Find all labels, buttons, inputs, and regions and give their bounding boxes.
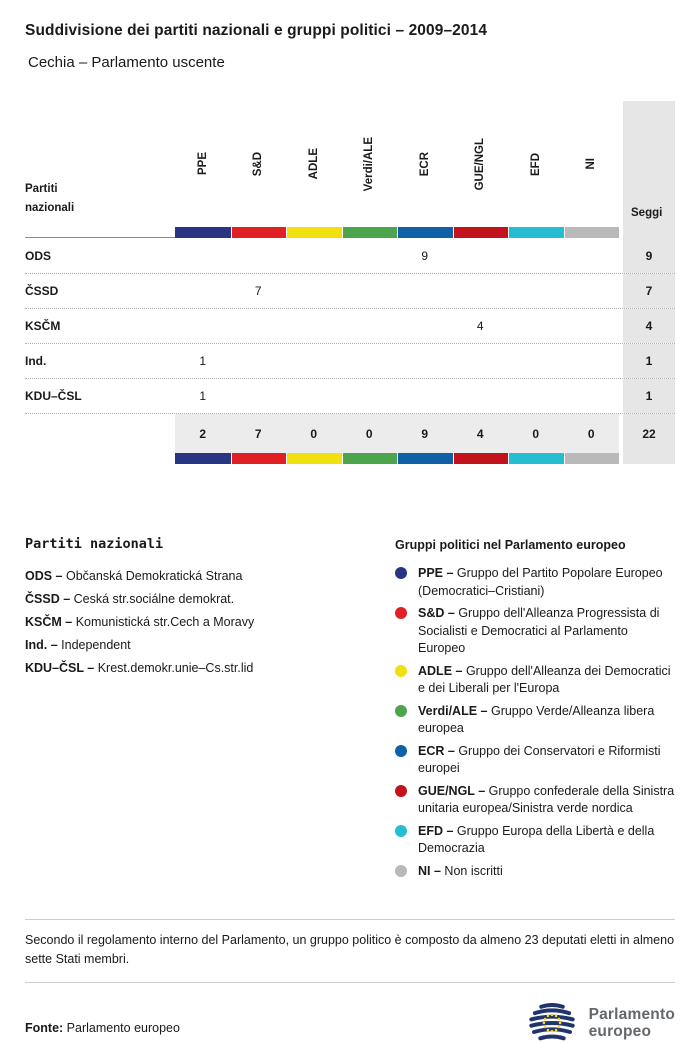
group-legend-item: ECR – Gruppo dei Conservatori e Riformisti europei xyxy=(395,743,675,778)
bar-row-label-spacer xyxy=(25,227,175,238)
seat-cell xyxy=(342,238,398,273)
row-total-seats: 7 xyxy=(623,274,675,308)
adle-color-bar xyxy=(286,227,342,238)
party-name: ODS xyxy=(25,248,52,263)
eu-parliament-logo xyxy=(525,1003,675,1043)
ecr-color-dot xyxy=(395,745,407,757)
group-legend-item: NI – Non iscritti xyxy=(395,863,675,881)
row-total-seats: 4 xyxy=(623,309,675,343)
group-legend-item: Verdi/ALE – Gruppo Verde/Alleanza libera europea xyxy=(395,703,675,738)
party-name: Ind. xyxy=(25,354,47,368)
col-header-verdi-ale: Verdi/ALE xyxy=(363,136,376,192)
sd-color-bar xyxy=(231,227,287,238)
sd-color-bar xyxy=(231,453,287,464)
ni-color-dot xyxy=(395,865,407,877)
seat-cell xyxy=(175,238,231,273)
grand-total-seats: 22 xyxy=(623,414,675,453)
total-cell: 0 xyxy=(564,414,620,453)
row-header xyxy=(25,101,175,227)
seat-cell xyxy=(453,238,509,273)
col-header-ppe: PPE xyxy=(196,152,209,176)
total-cell: 9 xyxy=(397,414,453,453)
seat-cell xyxy=(508,274,564,308)
gue-ngl-color-bar xyxy=(453,227,509,238)
bar-row-label-spacer xyxy=(25,453,175,464)
row-total-seats: 9 xyxy=(623,238,675,273)
totals-row-label-spacer xyxy=(25,414,175,453)
seats-column-header: Seggi xyxy=(623,101,675,227)
seat-cell xyxy=(175,274,231,308)
groups-legend xyxy=(395,536,675,885)
seat-cell xyxy=(286,344,342,378)
table-row xyxy=(25,238,675,273)
ppe-color-dot xyxy=(395,567,407,579)
seat-cell xyxy=(508,344,564,378)
seat-cell xyxy=(342,379,398,413)
seat-cell xyxy=(564,274,620,308)
group-legend-item: S&D – Gruppo dell'Alleanza Progressista di Socialisti e Democratici al Parlamento Europeo xyxy=(395,605,675,658)
eu-parliament-logo-icon xyxy=(525,1003,579,1043)
group-legend-item: GUE/NGL – Gruppo confederale della Sinistra unitaria europea/Sinistra verde nordica xyxy=(395,783,675,818)
verdi-ale-color-bar xyxy=(342,227,398,238)
adle-color-bar xyxy=(286,453,342,464)
seat-cell xyxy=(397,379,453,413)
verdi-ale-color-bar xyxy=(342,453,398,464)
logo-wordmark: Parlamento europeo xyxy=(588,1005,675,1040)
total-cell: 7 xyxy=(231,414,287,453)
seat-cell xyxy=(286,274,342,308)
seat-cell xyxy=(342,274,398,308)
page-subtitle: Cechia – Parlamento uscente xyxy=(28,54,225,71)
total-cell: 0 xyxy=(286,414,342,453)
footer xyxy=(25,1003,675,1043)
seat-cell: 1 xyxy=(199,354,207,368)
ppe-color-bar xyxy=(175,453,231,464)
seat-cell xyxy=(342,344,398,378)
seat-cell xyxy=(453,379,509,413)
col-header-efd: EFD xyxy=(529,152,542,176)
party-legend-item: ČSSD – Ceská str.sociálne demokrat. xyxy=(25,592,235,606)
ni-color-bar xyxy=(564,453,620,464)
seat-cell: 4 xyxy=(476,319,484,333)
col-header-ni: NI xyxy=(585,158,598,170)
col-header-adle: ADLE xyxy=(307,148,320,180)
row-header-line1: Partiti xyxy=(25,182,58,195)
ecr-color-bar xyxy=(397,227,453,238)
row-header-line2: nazionali xyxy=(25,202,75,215)
total-cell: 4 xyxy=(453,414,509,453)
party-legend-item: Ind. – Independent xyxy=(25,638,131,652)
verdi-ale-color-dot xyxy=(395,705,407,717)
seat-cell: 1 xyxy=(199,389,207,403)
party-legend-item: KSČM – Komunistická str.Cech a Moravy xyxy=(25,615,255,629)
ecr-color-bar xyxy=(397,453,453,464)
group-color-bar-row-bottom xyxy=(25,453,675,464)
source-line xyxy=(25,1021,180,1035)
adle-color-dot xyxy=(395,665,407,677)
seat-cell xyxy=(508,238,564,273)
seat-cell xyxy=(453,274,509,308)
footnote: Secondo il regolamento interno del Parlamento, un gruppo politico è composto da almeno 23 deputati eletti in almeno sette Stati membri. xyxy=(25,933,675,967)
seat-cell xyxy=(175,309,231,343)
seat-cell xyxy=(231,379,287,413)
ni-color-bar xyxy=(564,227,620,238)
group-legend-item: ADLE – Gruppo dell'Alleanza dei Democratici e dei Liberali per l'Europa xyxy=(395,663,675,698)
total-cell: 2 xyxy=(175,414,231,453)
parties-legend-heading: Partiti nazionali xyxy=(25,536,164,552)
seat-cell xyxy=(286,379,342,413)
seat-cell xyxy=(564,344,620,378)
total-cell: 0 xyxy=(508,414,564,453)
seat-cell xyxy=(564,309,620,343)
table-row xyxy=(25,273,675,308)
seat-cell xyxy=(286,309,342,343)
seat-cell xyxy=(397,344,453,378)
efd-color-bar xyxy=(508,453,564,464)
seat-cell xyxy=(508,309,564,343)
col-header-sd: S&D xyxy=(252,151,265,177)
seat-cell: 7 xyxy=(254,284,262,298)
seat-cell xyxy=(231,309,287,343)
seat-cell xyxy=(508,379,564,413)
party-name: KDU–ČSL xyxy=(25,389,82,403)
table-row xyxy=(25,378,675,413)
source-value: Parlamento europeo xyxy=(66,1020,180,1035)
divider xyxy=(25,919,675,920)
seats-column-fill xyxy=(623,453,675,464)
legends-section xyxy=(25,536,675,885)
table-row xyxy=(25,308,675,343)
row-total-seats: 1 xyxy=(623,379,675,413)
seats-table xyxy=(25,101,675,464)
group-legend-item: PPE – Gruppo del Partito Popolare Europeo (Democratici–Cristiani) xyxy=(395,565,675,600)
gue-ngl-color-dot xyxy=(395,785,407,797)
party-legend-item: ODS – Občanská Demokratická Strana xyxy=(25,569,243,583)
table-row xyxy=(25,343,675,378)
col-header-gue-ngl: GUE/NGL xyxy=(474,137,487,191)
totals-row xyxy=(25,413,675,453)
seats-column-fill xyxy=(623,227,675,238)
gue-ngl-color-bar xyxy=(453,453,509,464)
ppe-color-bar xyxy=(175,227,231,238)
seat-cell xyxy=(231,238,287,273)
seat-cell: 9 xyxy=(421,248,429,263)
seat-cell xyxy=(342,309,398,343)
seat-cell xyxy=(453,344,509,378)
page-title: Suddivisione dei partiti nazionali e gruppi politici – 2009–2014 xyxy=(25,22,488,39)
total-cell: 0 xyxy=(342,414,398,453)
group-legend-item: EFD – Gruppo Europa della Libertà e della Democrazia xyxy=(395,823,675,858)
col-header-ecr: ECR xyxy=(418,151,431,177)
table-header-row xyxy=(25,101,675,227)
row-total-seats: 1 xyxy=(623,344,675,378)
seat-cell xyxy=(397,274,453,308)
groups-legend-heading: Gruppi politici nel Parlamento europeo xyxy=(395,538,626,552)
divider xyxy=(25,982,675,983)
seat-cell xyxy=(286,238,342,273)
seat-cell xyxy=(397,309,453,343)
party-name: ČSSD xyxy=(25,284,59,298)
seat-cell xyxy=(564,379,620,413)
group-color-bar-row-top xyxy=(25,227,675,238)
party-legend-item: KDU–ČSL – Krest.demokr.unie–Cs.str.lid xyxy=(25,661,254,675)
sd-color-dot xyxy=(395,607,407,619)
party-name: KSČM xyxy=(25,319,61,333)
efd-color-dot xyxy=(395,825,407,837)
parties-legend xyxy=(25,536,395,885)
efd-color-bar xyxy=(508,227,564,238)
seat-cell xyxy=(231,344,287,378)
seat-cell xyxy=(564,238,620,273)
source-label: Fonte: xyxy=(25,1020,64,1035)
